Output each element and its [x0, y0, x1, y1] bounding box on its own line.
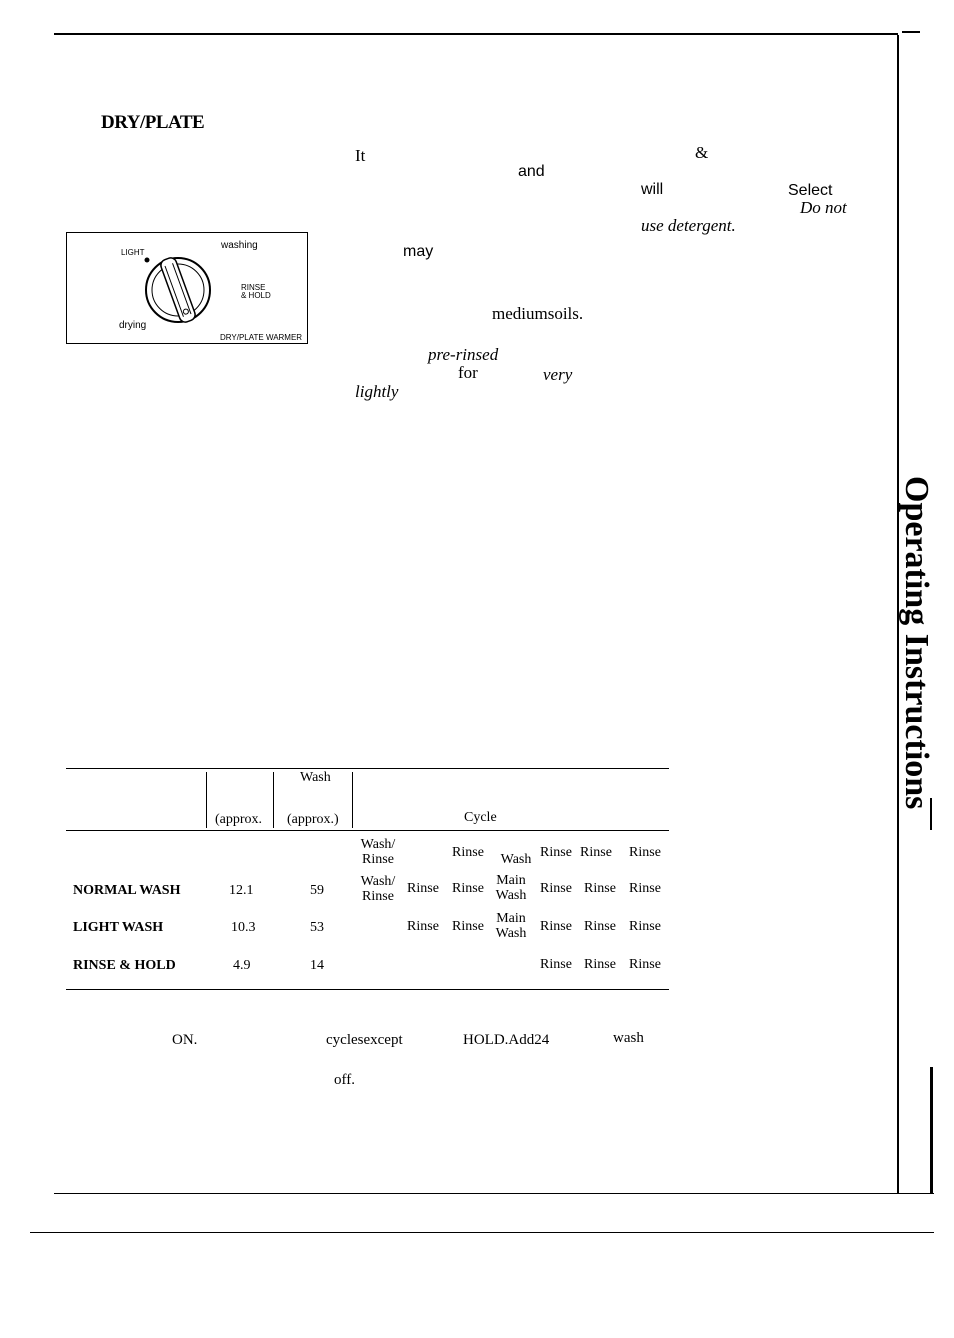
right-edge-mark-2 [930, 1067, 933, 1194]
text-fragment: will [641, 181, 664, 198]
side-title: Operating Instructions [898, 476, 935, 810]
text-fragment: for [458, 363, 478, 382]
step-cell: Rinse [629, 845, 661, 860]
text-fragment: pre-rinsed [428, 345, 499, 364]
text-fragment: lightly [355, 382, 399, 401]
cycle-dial-illustration [66, 232, 308, 344]
table-col-divider [273, 772, 274, 828]
step-cell: Rinse [629, 919, 661, 934]
page-bottom-rule [30, 1232, 934, 1233]
table-col-divider [206, 772, 207, 828]
row-label: NORMAL WASH [73, 883, 181, 898]
header-approx-gallons: (approx. [215, 812, 263, 827]
step-cell: Wash/ Rinse [360, 874, 396, 904]
header-approx-minutes: (approx.) [287, 812, 339, 827]
footer-fragment: ON. [172, 1032, 198, 1048]
dial-label-washing: washing [221, 240, 258, 251]
gallons-value: 12.1 [229, 883, 254, 898]
step-cell: Main Wash [495, 911, 527, 941]
table-header-rule [66, 830, 669, 831]
step-cell: Rinse [629, 881, 661, 896]
table-col-divider [352, 772, 353, 828]
dial-label-drying: drying [119, 320, 147, 331]
dial-label-dry-plate-warmer: DRY/PLATE WARMER [220, 333, 303, 342]
header-wash: Wash [300, 770, 331, 785]
bottom-rule [54, 1193, 934, 1194]
minutes-value: 59 [310, 883, 324, 898]
top-rule [54, 33, 898, 35]
step-cell: Rinse [452, 881, 484, 896]
text-fragment: use detergent. [641, 216, 736, 235]
row-label: LIGHT WASH [73, 920, 164, 935]
dial-label-rinse-hold-1: RINSE [241, 283, 266, 292]
dial-label-light: LIGHT [121, 248, 145, 257]
text-fragment: and [518, 163, 545, 180]
text-fragment: It [355, 146, 366, 165]
step-cell: Rinse [540, 957, 572, 972]
text-fragment: Select [788, 182, 833, 199]
step-cell: Rinse [407, 881, 439, 896]
step-cell: Rinse [407, 919, 439, 934]
header-cycle: Cycle [464, 810, 497, 825]
step-cell: Rinse [584, 957, 616, 972]
step-cell: Rinse [452, 845, 484, 860]
footer-fragment: wash [613, 1030, 644, 1046]
dial-label-rinse-hold-2: & HOLD [241, 291, 271, 300]
step-cell: Rinse [584, 919, 616, 934]
row-label: RINSE & HOLD [73, 958, 176, 973]
text-fragment: may [403, 243, 434, 260]
dial-knob-icon [67, 233, 309, 345]
minutes-value: 53 [310, 920, 324, 935]
footer-fragment: off. [334, 1072, 355, 1088]
step-cell: Rinse [540, 919, 572, 934]
text-fragment: & [695, 143, 709, 162]
footer-fragment: cyclesexcept [326, 1032, 403, 1048]
footer-fragment: HOLD.Add24 [463, 1032, 550, 1048]
top-right-tick [902, 31, 920, 33]
step-cell: Rinse [629, 957, 661, 972]
table-bottom-rule [66, 989, 669, 990]
section-heading: DRY/PLATE [101, 112, 205, 133]
step-cell: Rinse [540, 845, 572, 860]
text-fragment: very [543, 365, 573, 384]
gallons-value: 10.3 [231, 920, 256, 935]
minutes-value: 14 [310, 958, 324, 973]
table-top-rule [66, 768, 669, 769]
step-cell: Main Wash [495, 873, 527, 903]
step-cell: Rinse [584, 881, 616, 896]
step-cell: Wash [500, 852, 532, 867]
step-cell: Rinse [452, 919, 484, 934]
step-cell: Wash/ Rinse [360, 837, 396, 867]
step-cell: Rinse [580, 845, 612, 860]
text-fragment: mediumsoils. [492, 304, 584, 323]
step-cell: Rinse [540, 881, 572, 896]
gallons-value: 4.9 [233, 958, 251, 973]
text-fragment: Do not [800, 198, 847, 217]
